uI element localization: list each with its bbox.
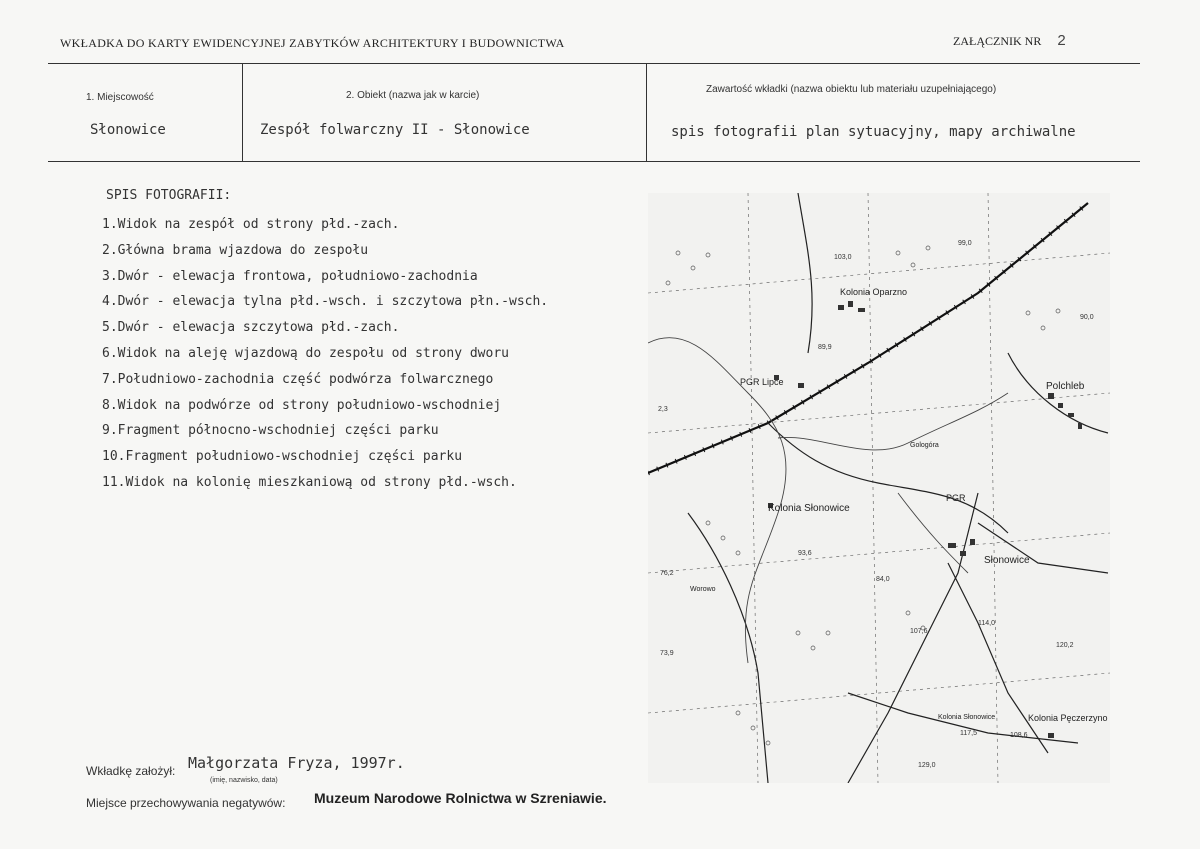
object-label: 2. Obiekt (nazwa jak w karcie) [346,90,480,101]
map-label: Kolonia Pęczerzyno [1028,713,1108,723]
map-elevation: 84,0 [876,576,890,583]
header-rule-bottom [48,161,1140,162]
content-value: spis fotografii plan sytuacyjny, mapy archiwalne [671,124,1076,140]
founder-value: Małgorzata Fryza, 1997r. [188,754,405,772]
map-elevation: 2,3 [658,406,668,413]
archival-map [648,193,1110,783]
attachment-label-text: ZAŁĄCZNIK NR [953,34,1042,48]
document-title: WKŁADKA DO KARTY EWIDENCYJNEJ ZABYTKÓW ARCHITEKTURY I BUDOWNICTWA [60,36,565,50]
map-elevation: 117,5 [960,730,977,737]
photo-list-heading: SPIS FOTOGRAFII: [106,188,232,203]
founder-hint: (imię, nazwisko, data) [210,777,278,784]
map-elevation: 129,0 [918,762,936,769]
locality-label: 1. Miejscowość [86,92,154,103]
map-grid [648,193,1110,783]
map-elevation: 73,9 [660,650,674,657]
map-settlements [768,301,1082,738]
map-label: Worowo [690,586,716,593]
photo-list-item: 9.Fragment północno-wschodniej części parku [102,423,439,439]
photo-list-item: 7.Południowo-zachodnia część podwórza folwarcznego [102,371,494,387]
content-label: Zawartość wkładki (nazwa obiektu lub materiału uzupełniającego) [706,84,997,95]
photo-list-item: 3.Dwór - elewacja frontowa, południowo-zachodnia [102,268,478,284]
map-label: Gologóra [910,442,939,449]
photo-list-item: 11.Widok na kolonię mieszkaniową od strony płd.-wsch. [102,474,517,490]
map-elevation: 90,0 [1080,314,1094,321]
photo-list-item: 6.Widok na aleję wjazdową do zespołu od strony dworu [102,345,509,361]
map-elevation: 103,0 [834,254,852,261]
map-drawing [648,193,1110,783]
storage-label: Miejsce przechowywania negatywów: [86,796,286,810]
map-label: PGR [946,493,966,503]
map-orchard-dots [666,246,1060,745]
map-railway-ticks [648,203,1088,473]
object-value: Zespół folwarczny II - Słonowice [260,122,530,138]
locality-value: Słonowice [90,122,166,138]
map-elevation: 99,0 [958,240,972,247]
map-label: Słonowice [984,555,1030,566]
map-elevation: 108,6 [1010,732,1028,739]
map-label: Kolonia Oparzno [840,287,908,297]
map-roads [688,193,1108,783]
map-elevation: 120,2 [1056,642,1074,649]
attachment-label [953,32,1066,49]
header-rule-top [48,63,1140,64]
map-railway [648,203,1088,473]
photo-list-item: 2.Główna brama wjazdowa do zespołu [102,242,369,258]
founder-label: Wkładkę założył: [86,764,176,778]
map-elevation: 107,6 [910,628,928,635]
column-divider-2 [646,64,647,162]
map-label: Polchleb [1046,381,1085,392]
map-elevation: 76,2 [660,570,674,577]
photo-list [102,212,548,496]
attachment-number: 2 [1057,32,1066,49]
map-elevation: 89,9 [818,344,832,351]
photo-list-item: 4.Dwór - elewacja tylna płd.-wsch. i szczytowa płn.-wsch. [102,294,549,310]
photo-list-item: 10.Fragment południowo-wschodniej części parku [102,449,463,465]
map-elevation: 93,6 [798,550,812,557]
map-label: PGR Lipce [740,377,784,387]
map-label: Kolonia Słonowice [938,714,996,721]
map-label: Kolonia Słonowice [768,503,850,514]
column-divider-1 [242,64,243,162]
storage-value: Muzeum Narodowe Rolnictwa w Szreniawie. [314,790,607,806]
map-elevation: 114,0 [978,620,995,627]
photo-list-item: 8.Widok na podwórze od strony południowo-wschodniej [102,397,502,413]
photo-list-item: 5.Dwór - elewacja szczytowa płd.-zach. [102,320,400,336]
photo-list-item: 1.Widok na zespół od strony płd.-zach. [102,217,400,232]
